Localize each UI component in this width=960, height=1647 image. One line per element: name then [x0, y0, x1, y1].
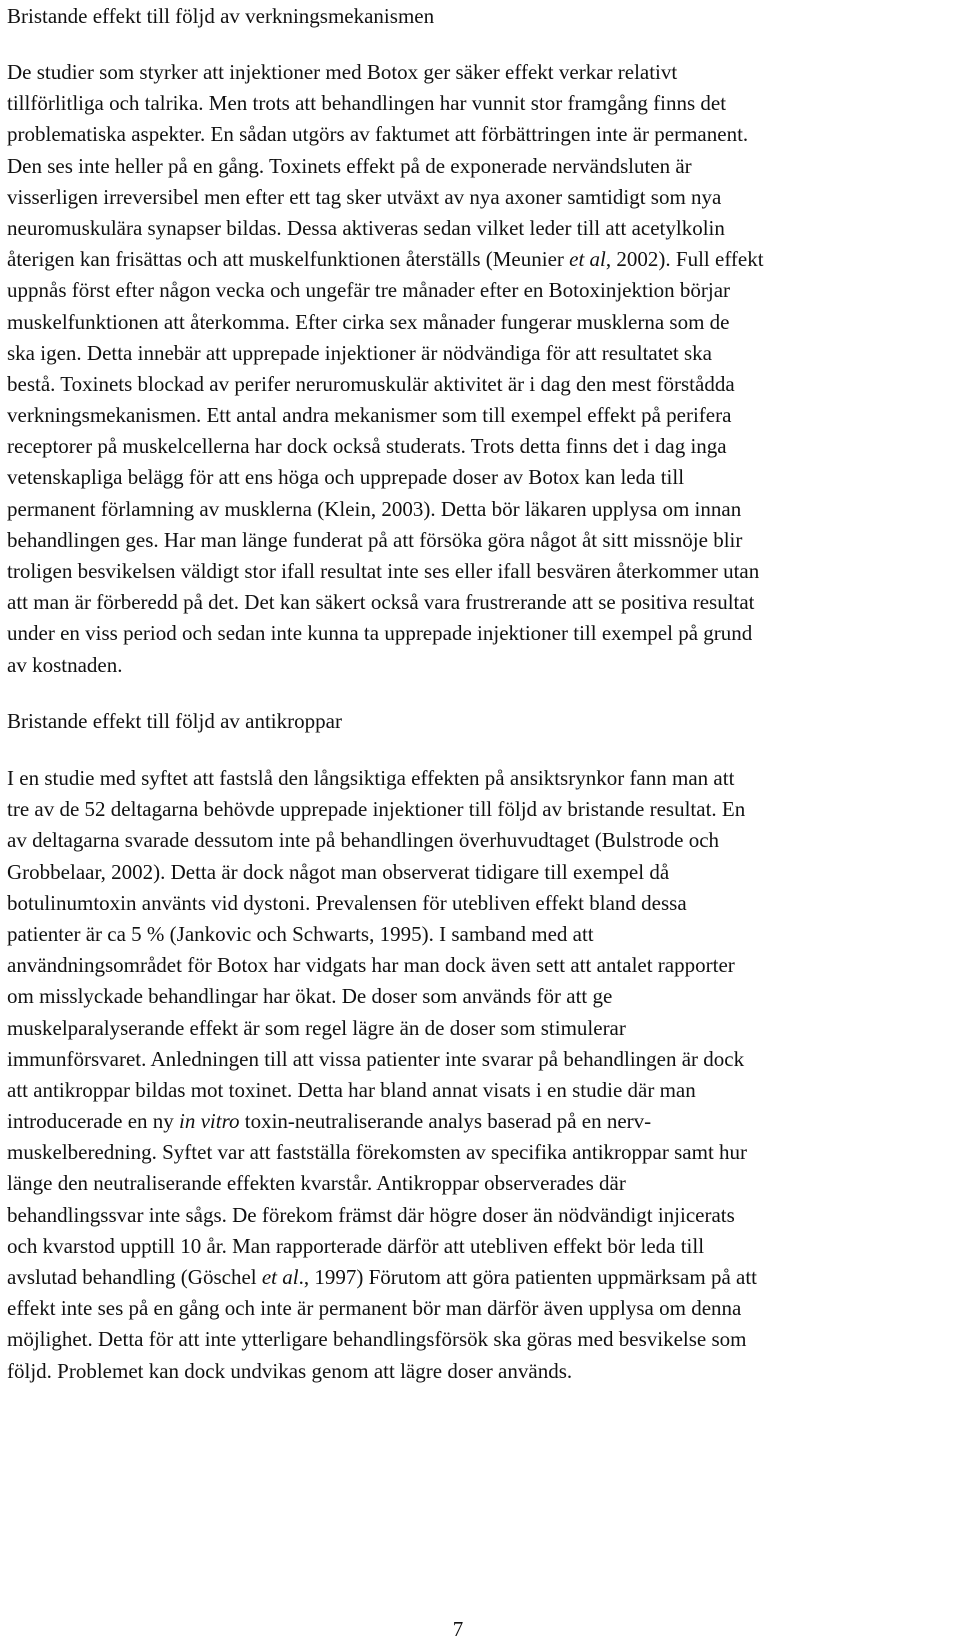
text-line: De studier som styrker att injektioner med Botox ger säker effekt verkar relativt: [7, 60, 678, 84]
text-line: [7, 244, 957, 275]
text-line: länge den neutraliserande effekten kvarstår. Antikroppar observerades där: [7, 1171, 626, 1196]
section-heading-mechanism: Bristande effekt till följd av verkningsmekanismen: [7, 4, 435, 28]
text-line: Den ses inte heller på en gång. Toxinets effekt på de exponerade nervändsluten är: [7, 153, 692, 178]
text-line: effekt inte ses på en gång och inte är permanent bör man därför även upplysa om denna: [7, 1296, 742, 1321]
paragraph-mechanism: [7, 57, 957, 681]
text-line: immunförsvaret. Anledningen till att vissa patienter inte svarar på behandlingen är dock: [7, 1046, 745, 1071]
text-line: Grobbelaar, 2002). Detta är dock något man observerat tidigare till exempel då: [7, 859, 670, 884]
text-line: receptorer på muskelcellerna har dock också studerats. Trots detta finns det i dag inga: [7, 434, 727, 459]
italic-term: in vitro: [179, 1109, 240, 1134]
text-line: problematiska aspekter. En sådan utgörs av faktumet att förbättringen inte är permanent.: [7, 122, 749, 147]
text-line: ska igen. Detta innebär att upprepade injektioner är nödvändiga för att resultatet ska: [7, 340, 712, 365]
text-line: av deltagarna svarade dessutom inte på behandlingen överhuvudtaget (Bulstrode och: [7, 828, 720, 853]
text-line: muskelberedning. Syftet var att fastställa förekomsten av specifika antikroppar samt hur: [7, 1140, 748, 1165]
italic-term: et al: [261, 1265, 299, 1289]
text-line: patienter är ca 5 % (Jankovic och Schwarts, 1995). I samband med att: [7, 921, 594, 946]
text-segment: avslutad behandling (Göschel: [7, 1265, 262, 1289]
text-line: [7, 1262, 957, 1293]
text-line: uppnås först efter någon vecka och ungefär tre månader efter en Botoxinjektion börjar: [7, 278, 731, 303]
text-line: tillförlitliga och talrika. Men trots att behandlingen har vunnit stor framgång finns det: [7, 91, 727, 116]
italic-term: et al: [569, 247, 606, 272]
text-line: av kostnaden.: [7, 652, 123, 677]
text-line: vetenskapliga belägg för att ens höga och upprepade doser av Botox kan leda till: [7, 465, 685, 490]
text-line: användningsområdet för Botox har vidgats har man dock även sett att antalet rapporter: [7, 953, 735, 978]
text-line: [7, 1106, 957, 1137]
section-heading-antibodies: Bristande effekt till följd av antikroppar: [7, 709, 342, 733]
text-line: och kvarstod upptill 10 år. Man rapporterade därför att utebliven effekt bör leda till: [7, 1233, 705, 1258]
text-segment: ., 1997) Förutom att göra patienten uppmärksam på att: [298, 1265, 757, 1289]
text-line: under en viss period och sedan inte kunna ta upprepade injektioner till exempel på grund: [7, 621, 753, 646]
text-line: att man är förberedd på det. Det kan säkert också vara frustrerande att se positiva resultat: [7, 590, 755, 615]
paragraph-antibodies: [7, 763, 957, 1387]
text-segment: toxin-neutraliserande analys baserad på en nerv-: [239, 1109, 652, 1134]
text-line: I en studie med syftet att fastslå den långsiktiga effekten på ansiktsrynkor fann man att: [7, 766, 735, 790]
text-segment: återigen kan frisättas och att muskelfunktionen återställs (Meunier: [7, 247, 570, 272]
text-line: behandlingssvar inte sågs. De förekom främst där högre doser än nödvändigt injicerats: [7, 1202, 735, 1227]
text-line: permanent förlamning av musklerna (Klein, 2003). Detta bör läkaren upplysa om innan: [7, 496, 742, 521]
text-line: om misslyckade behandlingar har ökat. De doser som används för att ge: [7, 984, 613, 1009]
text-line: verkningsmekanismen. Ett antal andra mekanismer som till exempel effekt på perifera: [7, 403, 732, 428]
text-segment: introducerade en ny: [7, 1109, 180, 1134]
text-line: muskelparalyserande effekt är som regel lägre än de doser som stimulerar: [7, 1015, 626, 1040]
text-line: botulinumtoxin använts vid dystoni. Prevalensen för utebliven effekt bland dessa: [7, 890, 687, 915]
text-line: neuromuskulära synapser bildas. Dessa aktiveras sedan vilket leder till att acetylkolin: [7, 215, 725, 240]
text-line: bestå. Toxinets blockad av perifer neruromuskulär aktivitet är i dag den mest förstådda: [7, 371, 735, 396]
text-line: muskelfunktionen att återkomma. Efter cirka sex månader fungerar musklerna som de: [7, 309, 730, 334]
text-line: tre av de 52 deltagarna behövde upprepade injektioner till följd av bristande resultat. En: [7, 797, 746, 822]
text-line: att antikroppar bildas mot toxinet. Detta har bland annat visats i en studie där man: [7, 1077, 696, 1102]
text-line: möjlighet. Detta för att inte ytterligare behandlingsförsök ska göras med besvikelse som: [7, 1327, 747, 1352]
text-line: behandlingen ges. Har man länge funderat på att försöka göra något åt sitt missnöje blir: [7, 527, 743, 552]
text-line: visserligen irreversibel men efter ett tag sker utväxt av nya axoner samtidigt som nya: [7, 184, 722, 209]
text-line: följd. Problemet kan dock undvikas genom att lägre doser används.: [7, 1358, 573, 1383]
text-line: troligen besvikelsen väldigt stor ifall resultat inte ses eller ifall besvären återkommer utan: [7, 559, 760, 583]
page-number: 7: [452, 1617, 464, 1641]
text-segment: , 2002). Full effekt: [605, 247, 764, 272]
